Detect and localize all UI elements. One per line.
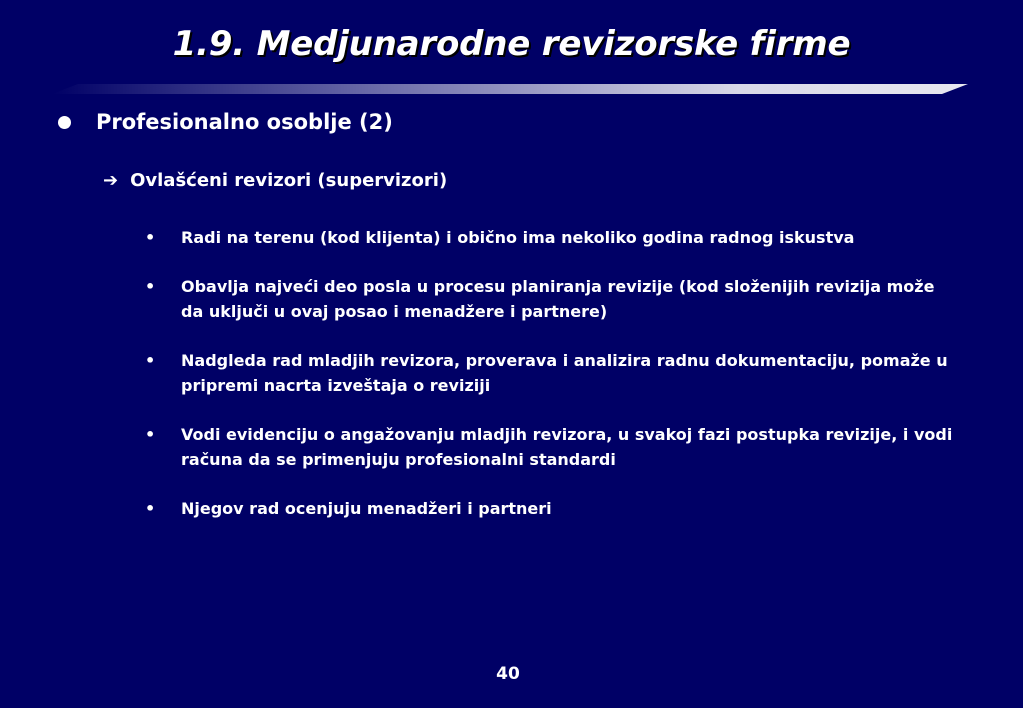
small-dot-icon: • — [145, 228, 156, 247]
bullet-level1 — [58, 110, 393, 134]
filled-circle-icon — [58, 116, 71, 129]
bullet-level1-text: Profesionalno osoblje (2) — [96, 110, 393, 134]
bullet-level2-text: Ovlašćeni revizori (supervizori) — [130, 170, 448, 191]
right-arrow-icon: ➔ — [103, 170, 119, 191]
slide-title: 1.9. Medjunarodne revizorske firme — [172, 24, 851, 64]
small-dot-icon: • — [145, 499, 156, 518]
list-item-text: Nadgleda rad mladjih revizora, proverava i analizira radnu dokumentaciju, pomaže u pripremi nacrta izveštaja o reviziji — [181, 351, 948, 395]
list-item — [145, 422, 955, 472]
bullet-level3-list — [145, 225, 955, 545]
small-dot-icon: • — [145, 277, 156, 296]
list-item — [145, 274, 955, 324]
list-item-text: Obavlja najveći deo posla u procesu planiranja revizije (kod složenijih revizija može da uključi u ovaj posao i menadžere i partnere) — [181, 277, 935, 321]
bullet-level2 — [103, 170, 447, 191]
small-dot-icon: • — [145, 351, 156, 370]
small-dot-icon: • — [145, 425, 156, 444]
list-item-text: Radi na terenu (kod klijenta) i obično ima nekoliko godina radnog iskustva — [181, 228, 855, 247]
page-number: 40 — [496, 664, 520, 684]
list-item-text: Vodi evidenciju o angažovanju mladjih revizora, u svakoj fazi postupka revizije, i vodi računa da se primenjuju profesionalni standardi — [181, 425, 953, 469]
list-item — [145, 496, 955, 521]
list-item — [145, 225, 955, 250]
title-underline — [52, 84, 968, 94]
list-item-text: Njegov rad ocenjuju menadžeri i partneri — [181, 499, 552, 518]
list-item — [145, 348, 955, 398]
